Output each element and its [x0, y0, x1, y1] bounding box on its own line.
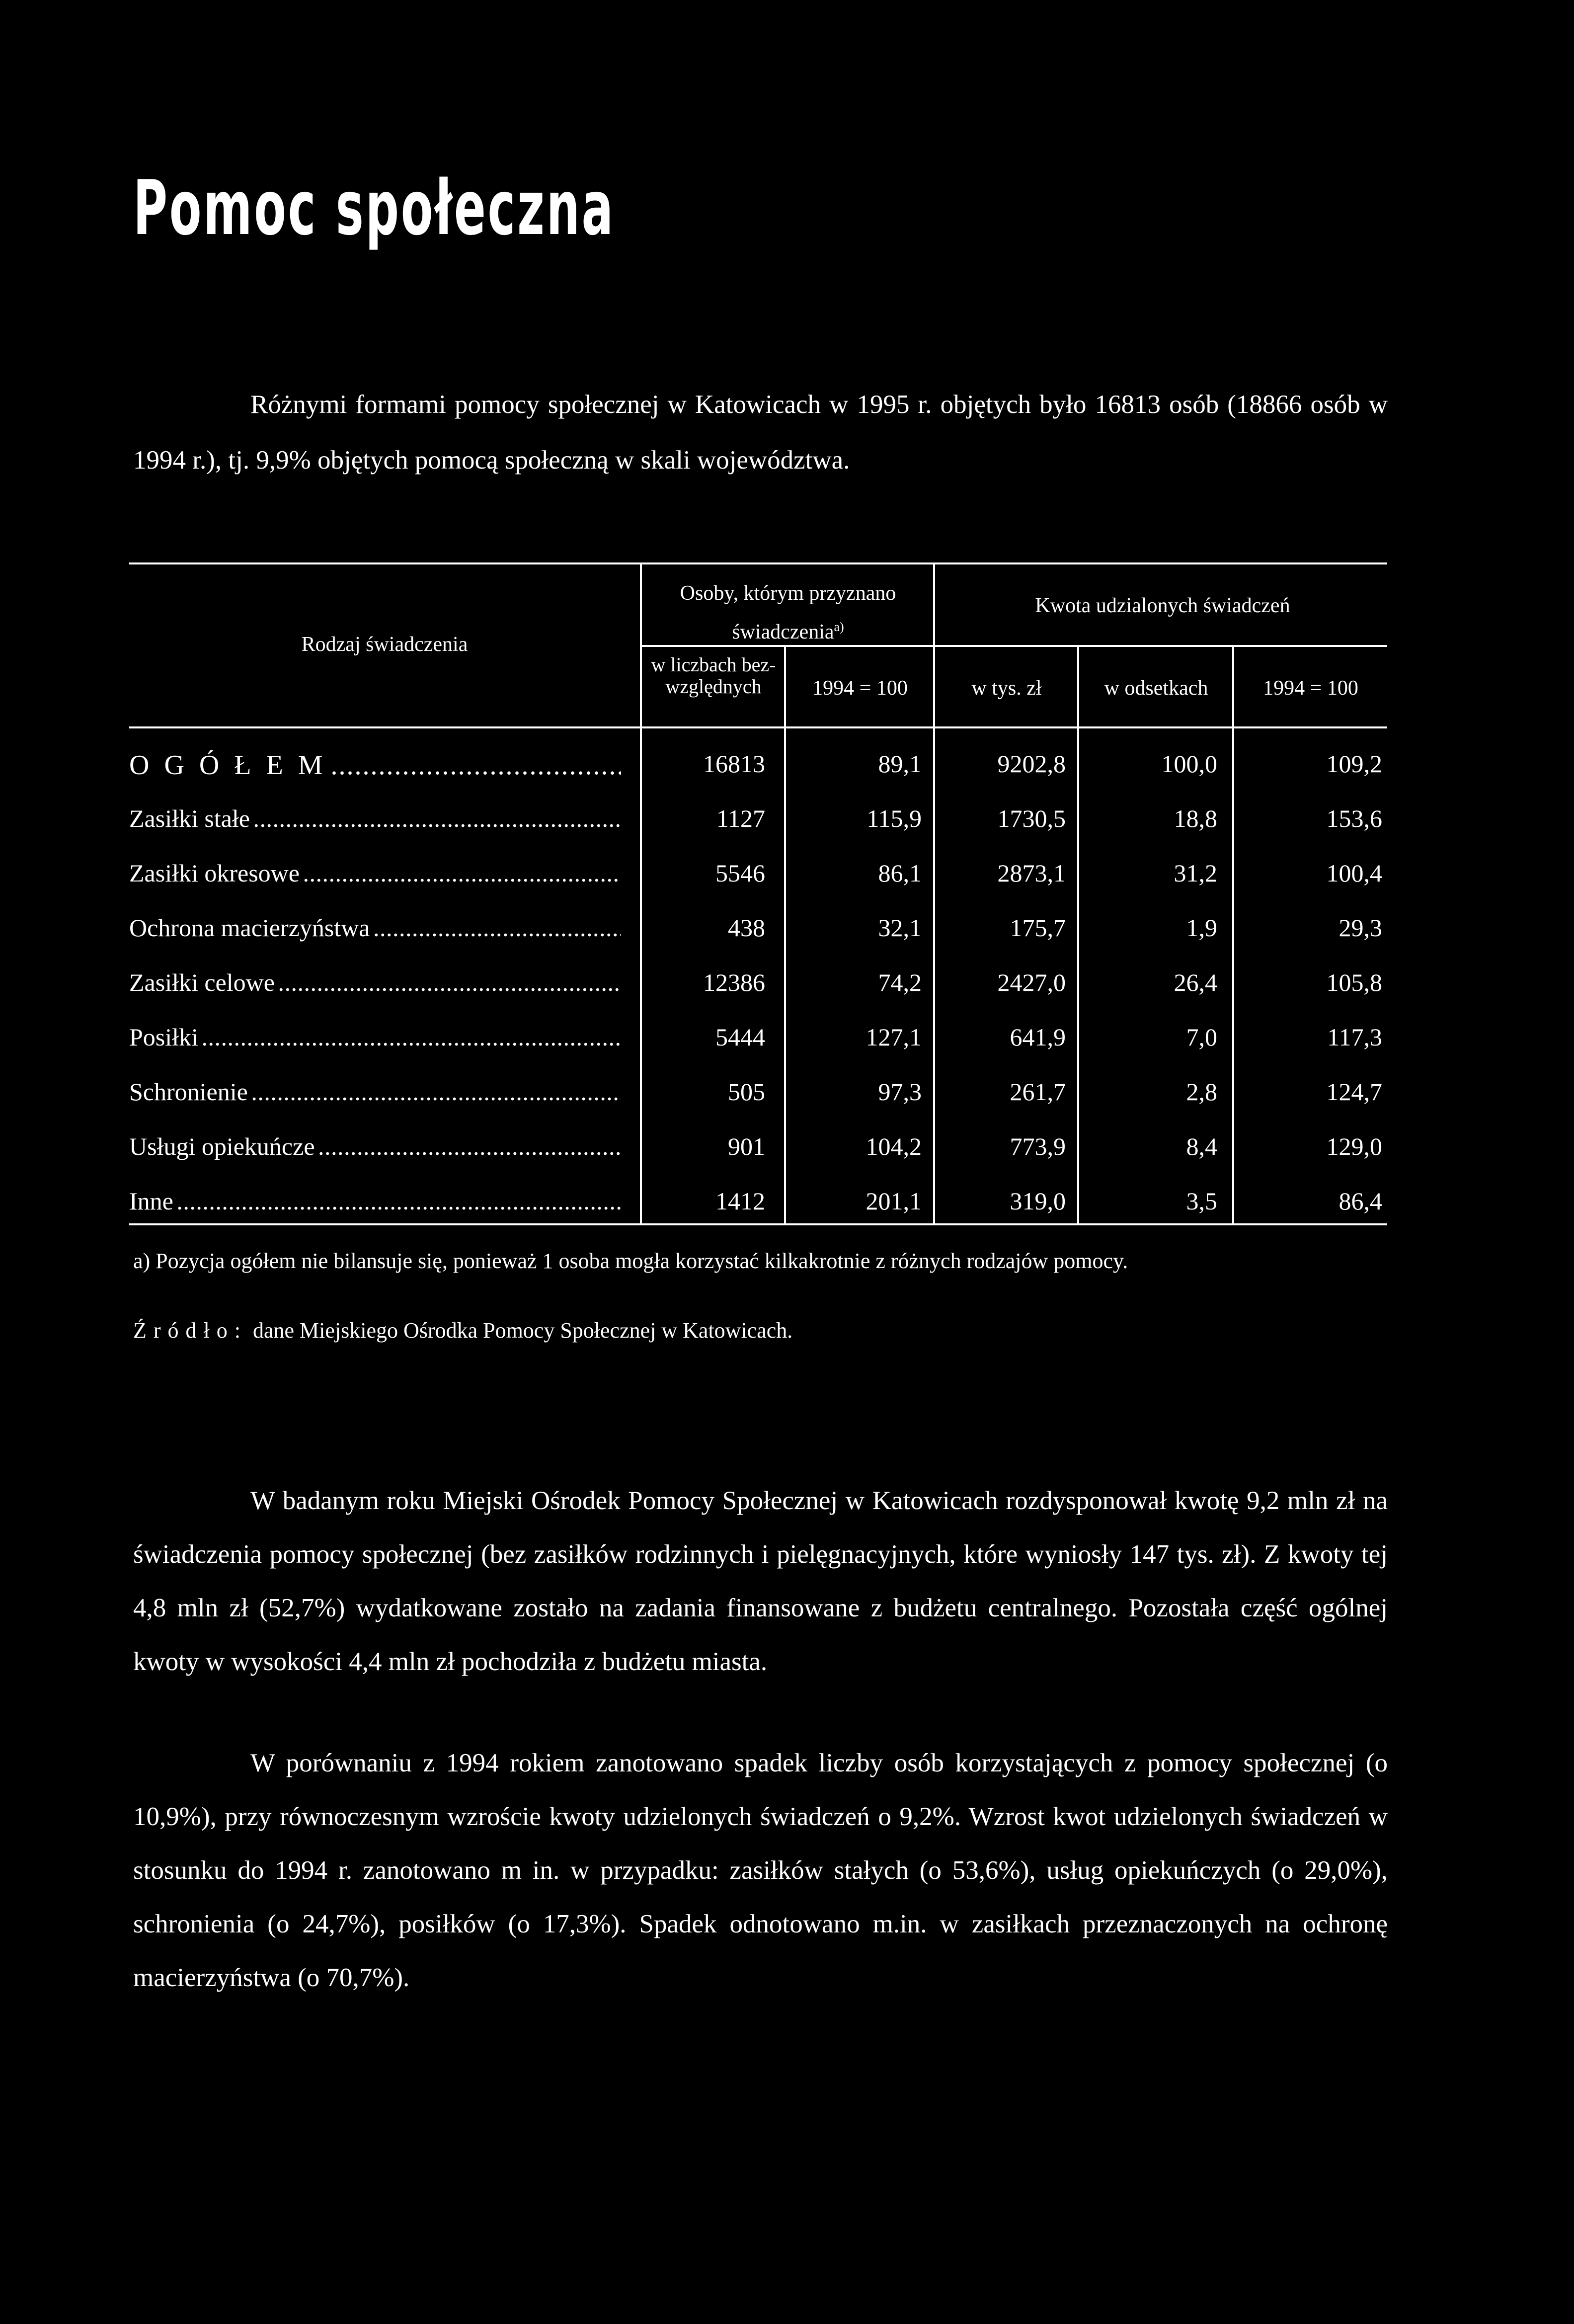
cell-persons-index: 115,9 [866, 804, 922, 832]
cell-persons-index: 86,1 [878, 859, 922, 887]
row-label: O G Ó Ł E M . . . [129, 749, 621, 781]
cell-persons-index: 32,1 [878, 914, 922, 942]
cell-amount-index: 29,3 [1338, 914, 1382, 942]
cell-persons: 5546 [715, 859, 765, 887]
cell-share: 31,2 [1174, 859, 1217, 887]
cell-amount-index: 153,6 [1326, 804, 1382, 832]
table-source [133, 1318, 792, 1343]
table-row [129, 1132, 1387, 1167]
cell-persons: 901 [728, 1132, 765, 1160]
cell-amount: 9202,8 [997, 750, 1066, 778]
table-bottom-rule [129, 1223, 1387, 1225]
footnote-marker: a) [834, 620, 844, 634]
cell-amount-index: 86,4 [1338, 1187, 1382, 1215]
table-row [129, 913, 1387, 948]
cell-amount: 1730,5 [997, 804, 1066, 832]
cell-amount: 175,7 [1010, 914, 1066, 942]
header-type: Rodzaj świadczenia [301, 633, 468, 656]
page-title: Pomoc społeczna [133, 164, 615, 252]
cell-share: 100,0 [1161, 750, 1217, 778]
header-thousands: w tys. zł [971, 677, 1042, 700]
cell-persons-index: 127,1 [866, 1023, 922, 1051]
row-label: Zasiłki stałe . . . [129, 804, 621, 833]
cell-share: 7,0 [1186, 1023, 1217, 1051]
table-row [129, 1187, 1387, 1221]
row-label: Zasiłki celowe . . . [129, 968, 621, 997]
header-amount-index: 1994 = 100 [1263, 677, 1358, 700]
cell-share: 18,8 [1174, 804, 1217, 832]
source-text: dane Miejskiego Ośrodka Pomocy Społecznej w Katowicach. [252, 1318, 793, 1343]
table-row [129, 804, 1387, 839]
row-label: Usługi opiekuńcze . . . [129, 1132, 621, 1161]
table-row [129, 1023, 1387, 1057]
header-bottom-rule [129, 726, 1387, 728]
cell-amount: 319,0 [1010, 1187, 1066, 1215]
cell-persons-index: 97,3 [878, 1078, 922, 1106]
row-label: Posiłki . . . [129, 1023, 621, 1051]
cell-persons: 438 [728, 914, 765, 942]
paragraph-comparison: W porównaniu z 1994 rokiem zanotowano spadek liczby osób korzystających z pomocy społecznej (o 10,9%), przy równoczesnym wzroście kwoty udzielonych świadczeń o 9,2%. Wzrost kwot udzielonych świadczeń w stosunku do 1994 r. zanotowano m in. w przypadku: zasiłków stałych (o 53,6%), usług opiekuńczych (o 29,0%), schronienia (o 24,7%), posiłków (o 17,3%). Spadek odnotowano m.in. w zasiłkach przeznaczonych na ochronę macierzyństwa (o 70,7%). [133, 1749, 1388, 1992]
paragraph-budget: W badanym roku Miejski Ośrodek Pomocy Społecznej w Katowicach rozdysponował kwotę 9,2 mln zł na świadczenia pomocy społecznej (bez zasiłków rodzinnych i pielęgnacyjnych, które wyniosły 147 tys. zł). Z kwoty tej 4,8 mln zł (52,7%) wydatkowane zostało na zadania finansowane z budżetu centralnego. Pozostała część ogólnej kwoty w wysokości 4,4 mln zł pochodziła z budżetu miasta. [133, 1486, 1388, 1676]
cell-persons-index: 104,2 [866, 1132, 922, 1160]
cell-share: 3,5 [1186, 1187, 1217, 1215]
col-divider [933, 562, 935, 1225]
header-percent: w odsetkach [1104, 677, 1208, 700]
cell-persons: 16813 [703, 750, 765, 778]
header-persons-label: Osoby, którym przyznano świadczenia [680, 582, 896, 643]
col-divider [640, 562, 642, 1225]
cell-persons: 5444 [715, 1023, 765, 1051]
cell-share: 1,9 [1186, 914, 1217, 942]
cell-share: 26,4 [1174, 968, 1217, 996]
table-top-rule [129, 562, 1387, 564]
header-persons-group [644, 576, 932, 649]
cell-persons-index: 89,1 [878, 750, 922, 778]
cell-share: 8,4 [1186, 1132, 1217, 1160]
table-row [129, 968, 1387, 1003]
cell-amount-index: 124,7 [1326, 1078, 1382, 1106]
table-row [129, 1077, 1387, 1112]
row-label: Inne . . . [129, 1187, 621, 1215]
table-row [129, 749, 1387, 784]
header-persons-index: 1994 = 100 [812, 677, 908, 700]
cell-persons: 12386 [703, 968, 765, 996]
cell-amount: 2427,0 [997, 968, 1066, 996]
cell-persons: 1127 [716, 804, 765, 832]
row-label: Schronienie . . . [129, 1077, 621, 1106]
cell-persons-index: 201,1 [866, 1187, 922, 1215]
cell-amount-index: 117,3 [1327, 1023, 1382, 1051]
intro-paragraph: Różnymi formami pomocy społecznej w Katowicach w 1995 r. objętych było 16813 osób (18866 osób w 1994 r.), tj. 9,9% objętych pomocą społeczną w skali województwa. [133, 390, 1388, 475]
cell-amount: 261,7 [1010, 1078, 1066, 1106]
header-absolute: w liczbach bez-względnych [651, 653, 776, 698]
source-label: Źródło: [133, 1318, 247, 1343]
header-subrule-amount [934, 645, 1387, 647]
cell-persons: 1412 [715, 1187, 765, 1215]
cell-amount: 641,9 [1010, 1023, 1066, 1051]
header-amount-group: Kwota udzialonych świadczeń [1035, 594, 1290, 617]
cell-amount-index: 109,2 [1326, 750, 1382, 778]
cell-persons-index: 74,2 [878, 968, 922, 996]
cell-amount: 773,9 [1010, 1132, 1066, 1160]
table-row [129, 859, 1387, 893]
row-label: Ochrona macierzyństwa . . . [129, 913, 621, 942]
cell-amount-index: 105,8 [1326, 968, 1382, 996]
cell-persons: 505 [728, 1078, 765, 1106]
table-footnote: a) Pozycja ogółem nie bilansuje się, ponieważ 1 osoba mogła korzystać kilkakrotnie z różnych rodzajów pomocy. [133, 1249, 1128, 1273]
cell-amount-index: 129,0 [1326, 1132, 1382, 1160]
row-label: Zasiłki okresowe . . . [129, 859, 621, 887]
cell-share: 2,8 [1186, 1078, 1217, 1106]
cell-amount: 2873,1 [997, 859, 1066, 887]
cell-amount-index: 100,4 [1326, 859, 1382, 887]
